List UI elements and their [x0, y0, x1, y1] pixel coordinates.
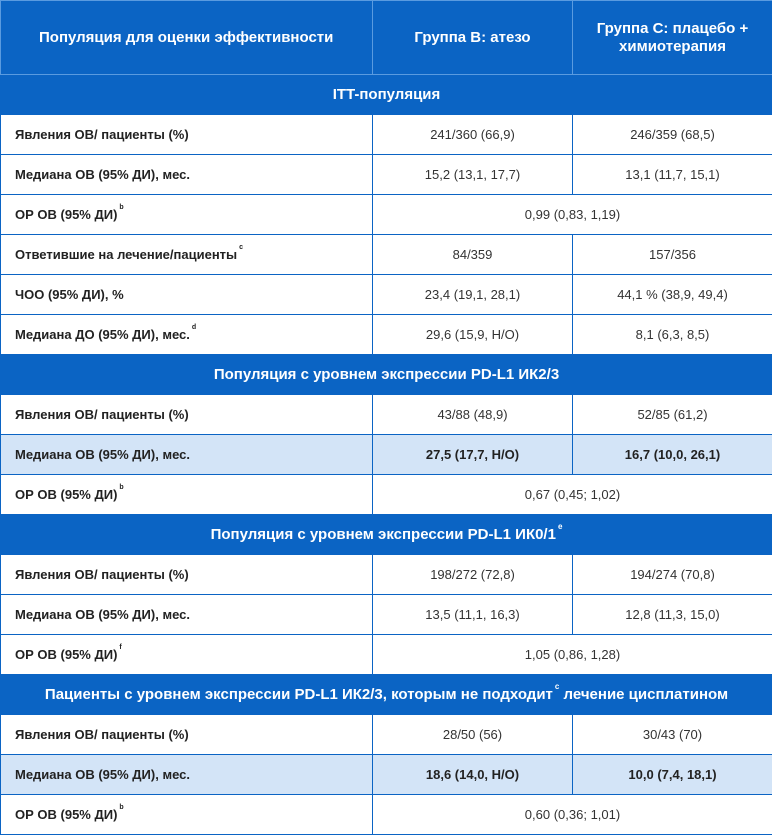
table-row — [1, 555, 772, 595]
section-row-cisplatin-ineligible — [1, 675, 772, 715]
footnote-marker: b — [119, 804, 123, 811]
table-row — [1, 715, 772, 755]
row-label: Явления ОВ/ пациенты (%) — [1, 395, 373, 435]
row-label: Медиана ОВ (95% ДИ), мес. — [1, 755, 373, 795]
row-label: ОР ОВ (95% ДИ) — [15, 207, 117, 222]
table-header-row — [1, 1, 772, 75]
row-label: Явления ОВ/ пациенты (%) — [1, 715, 373, 755]
row-label: Медиана ДО (95% ДИ), мес. — [15, 327, 190, 342]
table-row — [1, 195, 772, 235]
group-c-value: 10,0 (7,4, 18,1) — [573, 755, 772, 795]
group-b-value: 23,4 (19,1, 28,1) — [373, 275, 573, 315]
row-label-cell — [1, 235, 373, 275]
group-b-value: 27,5 (17,7, Н/О) — [373, 435, 573, 475]
footnote-marker: c — [555, 682, 559, 691]
footnote-marker: f — [119, 644, 121, 651]
row-label-cell — [1, 195, 373, 235]
row-label-cell — [1, 315, 373, 355]
section-title-part1: Пациенты с уровнем экспрессии PD-L1 ИК2/3, которым не подходит — [45, 686, 553, 703]
group-c-value: 16,7 (10,0, 26,1) — [573, 435, 772, 475]
section-row-itt — [1, 75, 772, 115]
section-title: Популяция с уровнем экспрессии PD-L1 ИК2/3 — [1, 355, 772, 395]
group-c-value: 12,8 (11,3, 15,0) — [573, 595, 772, 635]
row-label: ОР ОВ (95% ДИ) — [15, 487, 117, 502]
row-label: Явления ОВ/ пациенты (%) — [1, 555, 373, 595]
group-c-value: 157/356 — [573, 235, 772, 275]
header-population: Популяция для оценки эффективности — [1, 1, 373, 75]
group-b-value: 13,5 (11,1, 16,3) — [373, 595, 573, 635]
section-title-part2: лечение цисплатином — [564, 686, 729, 703]
row-label-cell — [1, 635, 373, 675]
footnote-marker: b — [119, 204, 123, 211]
table-row — [1, 275, 772, 315]
footnote-marker: c — [239, 244, 243, 251]
group-b-value: 15,2 (13,1, 17,7) — [373, 155, 573, 195]
footnote-marker: d — [192, 324, 196, 331]
row-label: Медиана ОВ (95% ДИ), мес. — [1, 595, 373, 635]
table-row — [1, 595, 772, 635]
header-group-b: Группа B: атезо — [373, 1, 573, 75]
combined-value: 0,67 (0,45; 1,02) — [373, 475, 772, 515]
row-label: ЧОО (95% ДИ), % — [1, 275, 373, 315]
row-label-cell — [1, 475, 373, 515]
table-row — [1, 155, 772, 195]
group-b-value: 29,6 (15,9, Н/О) — [373, 315, 573, 355]
row-label: Ответившие на лечение/пациенты — [15, 247, 237, 262]
combined-value: 0,60 (0,36; 1,01) — [373, 795, 772, 835]
combined-value: 0,99 (0,83, 1,19) — [373, 195, 772, 235]
row-label: ОР ОВ (95% ДИ) — [15, 647, 117, 662]
section-title-cell — [1, 675, 772, 715]
row-label: Медиана ОВ (95% ДИ), мес. — [1, 435, 373, 475]
combined-value: 1,05 (0,86, 1,28) — [373, 635, 772, 675]
table-row-highlighted — [1, 435, 772, 475]
table-row — [1, 635, 772, 675]
group-c-value: 30/43 (70) — [573, 715, 772, 755]
footnote-marker: e — [558, 522, 562, 531]
group-c-value: 194/274 (70,8) — [573, 555, 772, 595]
section-row-pdl1-ic01 — [1, 515, 772, 555]
group-b-value: 43/88 (48,9) — [373, 395, 573, 435]
row-label: Медиана ОВ (95% ДИ), мес. — [1, 155, 373, 195]
group-b-value: 18,6 (14,0, Н/О) — [373, 755, 573, 795]
table-row-highlighted — [1, 755, 772, 795]
section-title: ITT-популяция — [1, 75, 772, 115]
group-c-value: 13,1 (11,7, 15,1) — [573, 155, 772, 195]
row-label: Явления ОВ/ пациенты (%) — [1, 115, 373, 155]
table-row — [1, 235, 772, 275]
group-b-value: 241/360 (66,9) — [373, 115, 573, 155]
row-label: ОР ОВ (95% ДИ) — [15, 807, 117, 822]
group-c-value: 52/85 (61,2) — [573, 395, 772, 435]
group-c-value: 8,1 (6,3, 8,5) — [573, 315, 772, 355]
row-label-cell — [1, 795, 373, 835]
section-title: Популяция с уровнем экспрессии PD-L1 ИК0/1 — [211, 526, 556, 543]
table-row — [1, 475, 772, 515]
table-row — [1, 315, 772, 355]
header-group-c-line1: Группа C: плацебо + — [597, 20, 749, 37]
table-row — [1, 795, 772, 835]
header-group-c — [573, 1, 772, 75]
table-row — [1, 395, 772, 435]
group-b-value: 84/359 — [373, 235, 573, 275]
section-title-cell — [1, 515, 772, 555]
group-c-value: 246/359 (68,5) — [573, 115, 772, 155]
header-group-c-line2: химиотерапия — [619, 38, 726, 55]
table-row — [1, 115, 772, 155]
group-b-value: 198/272 (72,8) — [373, 555, 573, 595]
section-row-pdl1-ic23 — [1, 355, 772, 395]
group-c-value: 44,1 % (38,9, 49,4) — [573, 275, 772, 315]
footnote-marker: b — [119, 484, 123, 491]
group-b-value: 28/50 (56) — [373, 715, 573, 755]
